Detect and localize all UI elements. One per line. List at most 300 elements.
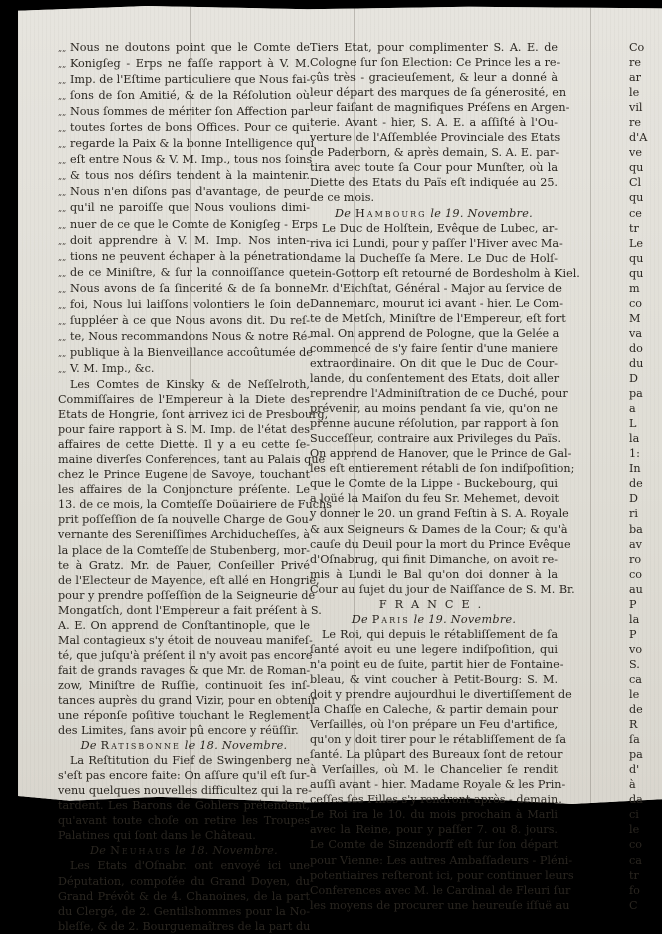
text-line: [310, 777, 566, 792]
text-line: [310, 386, 568, 401]
text-line: [310, 702, 558, 717]
text-line: [310, 236, 563, 251]
line-text: tardent. Les Barons de Gohlers prétendent,: [58, 799, 310, 813]
line-text: ceſſes ſes Filles s'y rendront après - demain.: [310, 793, 562, 807]
line-text: Cologne ſur ſon Election: Ce Prince les a re-: [310, 56, 561, 70]
dateline-place: Hambourg: [355, 206, 427, 220]
line-text: Dannemarc, mourut ici avant - hier. Le Com-: [310, 296, 563, 310]
column-middle: [310, 40, 580, 913]
text-line: [310, 341, 558, 356]
text-line: [58, 798, 310, 813]
truncated-line: ca: [629, 672, 642, 686]
text-line: [310, 251, 558, 266]
quotation-mark: „„: [58, 284, 67, 294]
truncated-line: du: [629, 356, 644, 370]
text-line: [58, 407, 329, 422]
text-line: [310, 898, 570, 913]
quotation-mark: „„: [58, 300, 67, 310]
text-line: [58, 249, 310, 265]
text-line: [310, 281, 562, 296]
line-text: les moyens de procurer une heureuſe iſſuë au: [310, 898, 570, 912]
line-text: Mongatſch, dont l'Empereur a fait préſent à S.: [58, 603, 322, 617]
line-text: que le Comte de la Lippe - Buckebourg, qui: [310, 477, 558, 491]
text-line: [58, 904, 310, 919]
text-line: [58, 281, 310, 297]
line-text: Imp. de l'Eſtime particuliere que Nous fai-: [70, 73, 311, 87]
dateline: [58, 738, 310, 753]
line-text: Députation, compoſée du Grand Doyen, du: [58, 874, 310, 888]
text-line: [58, 422, 310, 437]
truncated-line: ar: [629, 71, 642, 85]
line-text: publique à la Bienveillance accoûtumée de: [70, 345, 313, 359]
text-line: [310, 401, 558, 416]
text-line: [58, 467, 310, 482]
line-text: ſons de ſon Amitié, & de la Réſolution où: [70, 89, 310, 103]
dateline-prefix: De: [90, 844, 107, 858]
line-text: té, que juſqu'à préſent il n'y avoit pas encore: [58, 648, 313, 662]
text-line: [58, 88, 310, 104]
line-text: la place de la Comteſſe de Stubenberg, mor-: [58, 543, 310, 557]
text-line: [58, 693, 317, 708]
dateline-prefix: De: [80, 739, 97, 753]
text-line: [310, 522, 568, 537]
truncated-line: In: [629, 462, 641, 476]
line-text: dame la Ducheſſe ſa Mere. Le Duc de Holſ-: [310, 251, 558, 265]
truncated-line: Cl: [629, 176, 642, 190]
column-left: [58, 40, 332, 934]
text-line: [58, 723, 310, 738]
line-text: Le Roi ira le 10. du mois prochain à Marli: [310, 808, 558, 822]
line-text: Succeſſeur, contraire aux Privileges du Païs.: [310, 432, 562, 446]
text-line: [58, 663, 310, 678]
text-line: [58, 603, 322, 618]
line-text: prenne aucune réſolution, par rapport à ſon: [310, 417, 559, 431]
line-text: la Chaſſe en Caleche, & partir demain pour: [310, 703, 558, 717]
text-line: [310, 491, 558, 506]
dateline-place: Ratisbonne: [100, 739, 181, 753]
quotation-mark: „„: [58, 60, 67, 70]
text-line: [58, 168, 310, 184]
line-text: commencé de s'y faire ſentir d'une maniere: [310, 341, 558, 355]
truncated-line: ſa: [629, 733, 640, 747]
truncated-line: tr: [629, 868, 639, 882]
truncated-line: ri: [629, 507, 638, 521]
quotation-mark: „„: [58, 156, 67, 166]
text-line: [58, 452, 326, 467]
text-line: [58, 558, 310, 573]
truncated-line: tr: [629, 221, 639, 235]
truncated-line: L: [629, 417, 637, 431]
line-text: doit y prendre aujourdhui le divertiſſement de: [310, 688, 572, 702]
text-line: [310, 190, 558, 205]
truncated-line: à: [629, 778, 636, 792]
line-text: affaires de cette Diette. Il y a eu cette ſe-: [58, 438, 310, 452]
line-text: eſt entre Nous & V. M. Imp., tous nos ſoins: [70, 153, 313, 167]
text-line: [58, 265, 310, 281]
truncated-line: qu: [629, 161, 644, 175]
line-text: Palatines qui ſont dans le Château.: [58, 829, 256, 843]
truncated-line: pa: [629, 748, 643, 762]
text-line: [310, 446, 572, 461]
truncated-line: ba: [629, 522, 643, 536]
line-text: chez le Prince Eugene de Savoye, touchant: [58, 468, 310, 482]
quotation-mark: „„: [58, 140, 67, 150]
line-text: FRANCE.: [378, 597, 490, 611]
quotation-mark: „„: [58, 364, 67, 374]
text-line: [310, 476, 558, 491]
text-line: [58, 889, 310, 904]
text-line: [310, 642, 558, 657]
line-text: cauſe du Deuil pour la mort du Prince Evêque: [310, 537, 571, 551]
text-line: [58, 72, 310, 88]
text-line: [58, 233, 310, 249]
text-line: [58, 345, 313, 361]
text-line: [310, 717, 558, 732]
text-line: [58, 783, 310, 798]
line-text: Verſailles, où l'on prépare un Feu d'artifice,: [310, 718, 558, 732]
text-line: [310, 266, 580, 281]
line-text: les eſt entierement rétabli de ſon indiſpoſition;: [310, 462, 575, 476]
text-line: [58, 813, 310, 828]
quotation-mark: „„: [58, 188, 67, 198]
dateline-date: le 19. Novembre.: [413, 612, 517, 626]
line-text: Grand Prévôt & de 4. Chanoines, de la part: [58, 889, 310, 903]
text-line: [310, 326, 558, 341]
line-text: V. M. Imp., &c.: [70, 361, 155, 375]
text-line: [310, 732, 567, 747]
quotation-mark: „„: [58, 316, 67, 326]
text-line: [58, 573, 320, 588]
quotation-mark: „„: [58, 332, 67, 342]
text-line: [58, 919, 310, 934]
truncated-line: qu: [629, 191, 644, 205]
dateline-date: le 18. Novembre.: [175, 844, 278, 858]
line-text: vernante des Sereniſſimes Archiducheſſes, à: [58, 528, 310, 542]
line-text: auſſi avant - hier. Madame Royale & les Prin-: [310, 778, 566, 792]
truncated-line: M: [629, 311, 641, 325]
line-text: Nous n'en diſons pas d'avantage, de peur: [70, 185, 310, 199]
text-line: [310, 40, 558, 55]
text-line: [58, 648, 313, 663]
truncated-line: co: [629, 567, 643, 581]
line-text: Nous ne doutons point que le Comte de: [70, 41, 310, 54]
text-line: [58, 200, 310, 216]
quotation-mark: „„: [58, 348, 67, 358]
truncated-line: P: [629, 597, 637, 611]
line-text: bleſſe, & de 2. Bourguemaîtres de la part du: [58, 919, 311, 933]
text-line: [58, 874, 310, 889]
line-text: riva ici Lundi, pour y paſſer l'Hiver avec Ma-: [310, 236, 563, 250]
line-text: ſanté avoit eu une legere indiſpoſition, qui: [310, 642, 558, 656]
line-text: Nous ſommes de mériter ſon Affection par: [70, 105, 310, 119]
truncated-line: re: [629, 56, 641, 70]
line-text: les affaires de la Conjoncture préſente. Le: [58, 483, 310, 497]
truncated-line: ca: [629, 853, 642, 867]
line-text: a loüé la Maiſon du feu Sr. Mehemet, devoit: [310, 492, 560, 506]
text-line: [310, 762, 558, 777]
quotation-mark: „„: [58, 92, 67, 102]
text-line: [310, 822, 558, 837]
line-text: fait de grands ravages & que Mr. de Roman-: [58, 663, 311, 677]
line-text: de Paderborn, & après demain, S. A. E. par-: [310, 146, 560, 160]
text-line: [310, 657, 564, 672]
line-text: potentiaires reſteront ici, pour continuer leurs: [310, 868, 574, 882]
text-line: [58, 828, 310, 843]
truncated-line: S.: [629, 657, 640, 671]
truncated-line: vil: [629, 101, 643, 115]
truncated-line: le: [629, 823, 640, 837]
text-line: [58, 512, 313, 527]
truncated-line: av: [629, 537, 642, 551]
line-text: de l'Electeur de Mayence, eſt allé en Hongrie,: [58, 573, 320, 587]
truncated-line: Le: [629, 236, 644, 250]
line-text: tions ne peuvent échaper à la pénetration: [70, 249, 310, 263]
line-text: à Verſailles, où M. le Chancelier ſe rendit: [310, 763, 558, 777]
line-text: Diette des Etats du Païs eſt indiquée au 25.: [310, 176, 558, 190]
truncated-line: D: [629, 492, 638, 506]
truncated-line: ro: [629, 552, 642, 566]
line-text: Konigſeg - Erps ne faſſe rapport à V. M.: [70, 57, 310, 71]
text-line: [310, 687, 572, 702]
text-line: [310, 371, 558, 386]
text-line: [58, 217, 318, 233]
quotation-mark: „„: [58, 108, 67, 118]
text-line: [310, 567, 558, 582]
section-heading: [310, 597, 558, 612]
truncated-line: co: [629, 296, 643, 310]
truncated-line: va: [629, 326, 642, 340]
text-line: [58, 497, 332, 512]
text-line: [310, 130, 561, 145]
text-line: [310, 115, 558, 130]
column-right-truncated: [629, 40, 662, 913]
line-text: & tous nos déſirs tendent à la maintenir.: [70, 169, 310, 183]
truncated-line: ce: [629, 206, 642, 220]
text-line: [310, 55, 561, 70]
line-text: Les Etats d'Oſnabr. ont envoyé ici une: [70, 859, 310, 873]
text-line: [58, 392, 310, 407]
line-text: Etats de Hongrie, ſont arrivez ici de Presbourg,: [58, 408, 329, 422]
text-line: [58, 377, 310, 392]
text-line: [58, 543, 310, 558]
line-text: tein-Gottorp eſt retourné de Bordesholm à Kiel.: [310, 266, 580, 280]
dateline-date: le 18. Novembre.: [184, 739, 288, 753]
truncated-line: vo: [629, 642, 643, 656]
line-text: de ce mois.: [310, 191, 375, 205]
line-text: verture de l'Aſſemblée Provinciale des Etats: [310, 131, 561, 145]
text-line: [58, 120, 310, 136]
truncated-line: da: [629, 793, 643, 807]
text-line: [310, 506, 569, 521]
line-text: lande, du conſentement des Etats, doit aller: [310, 372, 560, 386]
text-line: [58, 56, 310, 72]
line-text: prit poſſeſſion de ſa nouvelle Charge de Gou-: [58, 513, 313, 527]
dateline: [58, 843, 310, 858]
text-line: [58, 768, 310, 783]
quotation-mark: „„: [58, 252, 67, 262]
line-text: qu'on y doit tirer pour le rétabliſſement de ſa: [310, 733, 567, 747]
line-text: Mr. d'Eichſtat, Général - Major au ſervice de: [310, 281, 562, 295]
line-text: Nous avons de ſa ſincerité & de ſa bonne: [70, 281, 310, 295]
text-line: [58, 527, 310, 542]
text-line: [310, 837, 558, 852]
truncated-line: la: [629, 432, 640, 446]
line-text: reprendre l'Adminiſtration de ce Duché, pour: [310, 387, 568, 401]
truncated-line: d': [629, 763, 640, 777]
line-text: Mal contagieux s'y étoit de nouveau manifeſ-: [58, 633, 313, 647]
truncated-line: au: [629, 582, 643, 596]
text-line: [310, 807, 558, 822]
text-line: [58, 618, 310, 633]
line-text: A. E. On apprend de Conſtantinople, que le: [58, 618, 310, 632]
line-text: çûs très - gracieuſement, & leur a donné à: [310, 71, 558, 85]
text-line: [58, 152, 313, 168]
quotation-mark: „„: [58, 220, 67, 230]
line-text: extraordinaire. On dit que le Duc de Cour-: [310, 356, 558, 370]
truncated-line: D: [629, 372, 638, 386]
quotation-mark: „„: [58, 76, 67, 86]
text-line: [58, 858, 310, 873]
line-text: des Limites, ſans avoir pû encore y réüſſir.: [58, 724, 299, 738]
line-text: Conferences avec M. le Cardinal de Fleuri ſur: [310, 883, 571, 897]
line-text: 13. de ce mois, la Comteſſe Doüairiere de Fuchs: [58, 498, 332, 512]
dateline: [310, 206, 558, 221]
text-line: [310, 175, 558, 190]
line-text: pour Vienne: Les autres Ambaſſadeurs - Pléni-: [310, 853, 573, 867]
text-line: [58, 104, 310, 120]
text-line: [310, 311, 566, 326]
truncated-line: ve: [629, 146, 642, 160]
truncated-line: qu: [629, 266, 644, 280]
truncated-line: fo: [629, 883, 640, 897]
text-line: [310, 883, 571, 898]
line-text: leur faiſant de magnifiques Préſens en Argen-: [310, 101, 570, 115]
line-text: pour y prendre poſſeſſion de la Seigneurie de: [58, 588, 316, 602]
text-line: [58, 708, 310, 723]
line-text: une réponſe poſitive touchant le Reglement: [58, 709, 310, 723]
line-text: La Reſtitution du Fief de Swingenberg ne: [70, 754, 310, 768]
text-line: [310, 747, 563, 762]
line-text: ſanté. La plûpart des Bureaux ſont de retour: [310, 748, 563, 762]
text-line: [310, 160, 558, 175]
line-text: pour faire rapport à S. M. Imp. de l'état des: [58, 423, 310, 437]
text-line: [310, 356, 558, 371]
line-text: leur départ des marques de ſa génerosité, en: [310, 86, 567, 100]
line-text: Commiſſaires de l'Empereur à la Diete des: [58, 393, 310, 407]
line-text: te, Nous recommandons Nous & notre Ré-: [70, 329, 312, 343]
truncated-line: de: [629, 703, 643, 717]
dateline: [310, 612, 558, 627]
line-text: y donner le 20. un grand Feſtin à S. A. Royale: [310, 507, 569, 521]
text-line: [310, 552, 558, 567]
text-line: [310, 461, 575, 476]
line-text: tances auprès du grand Vizir, pour en obtenir: [58, 693, 317, 707]
dateline-prefix: De: [334, 206, 352, 220]
text-line: [310, 100, 570, 115]
truncated-line: le: [629, 688, 640, 702]
quotation-mark: „„: [58, 172, 67, 182]
line-text: prévenir, au moins pendant ſa vie, qu'on ne: [310, 402, 558, 416]
line-text: Le Duc de Holſtein, Evêque de Lubec, ar-: [322, 221, 558, 235]
line-text: & aux Seigneurs & Dames de la Cour; & qu'à: [310, 522, 568, 536]
line-text: Tiers Etat, pour complimenter S. A. E. de: [310, 41, 558, 54]
quotation-mark: „„: [58, 236, 67, 246]
truncated-line: le: [629, 86, 640, 100]
line-text: foi, Nous lui laiſſons volontiers le ſoin de: [70, 297, 310, 311]
line-text: mal. On apprend de Pologne, que la Gelée a: [310, 326, 560, 340]
truncated-line: R: [629, 718, 638, 732]
text-line: [310, 582, 575, 597]
line-text: On apprend de Hanover, que le Prince de Gal-: [310, 447, 572, 461]
truncated-line: de: [629, 477, 643, 491]
line-text: avec la Reine, pour y paſſer 7. ou 8. jours.: [310, 823, 558, 837]
truncated-line: a: [629, 402, 636, 416]
line-text: n'a point eu de ſuite, partit hier de Fontaine-: [310, 657, 564, 671]
truncated-line: d'A: [629, 131, 648, 145]
text-line: [310, 537, 571, 552]
line-text: de ce Miniſtre, & ſur la connoiſſance que: [70, 265, 310, 279]
text-line: [58, 633, 313, 648]
line-text: mis à Lundi le Bal qu'on doi donner à la: [310, 567, 558, 581]
text-line: [58, 678, 310, 693]
text-line: [58, 753, 310, 768]
line-text: bleau, & vint coucher à Petit-Bourg: S. M.: [310, 672, 558, 686]
text-line: [310, 868, 574, 883]
text-line: [58, 297, 310, 313]
text-line: [58, 184, 310, 200]
truncated-line: P: [629, 627, 637, 641]
text-line: [310, 296, 563, 311]
line-text: regarde la Paix & la bonne Intelligence qui: [70, 137, 315, 151]
line-text: tira avec toute ſa Cour pour Munſter, où la: [310, 161, 558, 175]
text-line: [310, 672, 558, 687]
truncated-line: pa: [629, 387, 643, 401]
quotation-mark: „„: [58, 44, 67, 53]
line-text: d'Oſnabrug, qui finit Dimanche, on avoit re-: [310, 552, 559, 566]
quotation-mark: „„: [58, 124, 67, 134]
text-line: [58, 437, 310, 452]
text-line: [58, 588, 316, 603]
line-text: te de Metſch, Miniſtre de l'Empereur, eſt fort: [310, 311, 566, 325]
line-text: venu quelques nouvelles difficultez qui la re-: [58, 784, 312, 798]
line-text: terie. Avant - hier, S. A. E. a aſſiſté à l'Ou-: [310, 116, 558, 130]
line-text: qu'avant toute choſe on retire les Troupes: [58, 814, 310, 828]
line-text: Le Comte de Sinzendorff eſt ſur ſon départ: [310, 838, 558, 852]
line-text: Les Comtes de Kinsky & de Neſſelroth,: [70, 377, 310, 391]
text-line: [58, 40, 310, 56]
line-text: Cour au ſujet du jour de Naiſſance de S. M. Br.: [310, 582, 575, 596]
truncated-line: C: [629, 898, 638, 912]
line-text: te à Gratz. Mr. de Pauer, Conſeiller Privé: [58, 558, 310, 572]
text-line: [58, 482, 310, 497]
truncated-line: co: [629, 838, 643, 852]
quotation-mark: „„: [58, 268, 67, 278]
dateline-date: le 19. Novembre.: [430, 206, 534, 220]
truncated-line: re: [629, 116, 641, 130]
line-text: Le Roi, qui depuis le rétabliſſement de ſa: [322, 627, 558, 641]
dateline-prefix: De: [351, 612, 368, 626]
text-line: [310, 85, 567, 100]
text-line: [58, 313, 310, 329]
line-text: zow, Miniſtre de Ruſſie, continuoit ſes inſ-: [58, 678, 310, 692]
truncated-line: Co: [629, 41, 645, 54]
truncated-line: la: [629, 612, 640, 626]
text-line: [310, 70, 558, 85]
text-line: [310, 145, 558, 160]
line-text: doit apprendre à V. M. Imp. Nos inten-: [70, 233, 310, 247]
quotation-mark: „„: [58, 204, 67, 214]
line-text: qu'il ne paroiſſe que Nous voulions dimi-: [70, 201, 310, 215]
